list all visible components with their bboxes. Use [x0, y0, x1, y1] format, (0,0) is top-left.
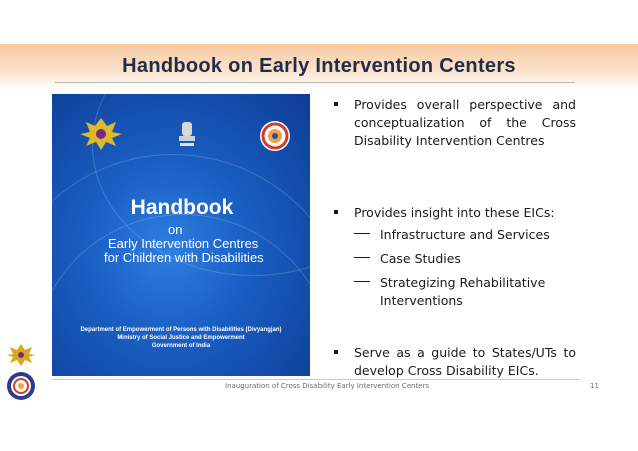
- footer-divider: [52, 379, 580, 380]
- eic-side-logo-icon: [6, 371, 36, 401]
- national-emblem-icon: [176, 118, 198, 152]
- sub-point: Infrastructure and Services: [380, 227, 550, 242]
- bullet-item: [334, 204, 578, 222]
- sub-point: Strategizing Rehabilitative Interventions: [380, 275, 546, 308]
- eic-round-logo-icon: [259, 120, 291, 152]
- bullet-marker: [334, 210, 338, 214]
- bullet-item: [334, 96, 578, 168]
- cover-subtitle-line: on: [168, 222, 183, 237]
- page-number: 11: [590, 382, 599, 390]
- bullet-text: Provides overall perspective and conceptualization of the Cross Disability Intervention Centres: [354, 97, 576, 148]
- slide-title: Handbook on Early Intervention Centers: [122, 55, 516, 77]
- title-divider: [55, 82, 575, 83]
- cover-department-line: Ministry of Social Justice and Empowerment: [117, 335, 245, 341]
- cover-subtitle-line: Early Intervention Centres: [108, 236, 259, 251]
- bullet-marker: [334, 102, 338, 106]
- divyangjan-logo-icon: [76, 116, 126, 154]
- cover-department-line: Government of India: [151, 343, 211, 349]
- handbook-cover-image: [52, 94, 310, 376]
- sub-bullet-dash: [354, 233, 370, 234]
- bullet-text: Serve as a guide to States/UTs to develop Cross Disability EICs.: [354, 345, 576, 378]
- sub-bullet-dash: [354, 281, 370, 282]
- bullet-text: Provides insight into these EICs:: [354, 205, 555, 220]
- cover-title: Handbook: [130, 196, 234, 219]
- footer-text: Inauguration of Cross Disability Early Intervention Centers: [225, 382, 430, 390]
- sub-bullet-dash: [354, 257, 370, 258]
- cover-subtitle-line: for Children with Disabilities: [104, 250, 264, 265]
- cover-department-line: Department of Empowerment of Persons with Disabilities (Divyangjan): [80, 327, 282, 333]
- sub-point: Case Studies: [380, 251, 461, 266]
- bullet-item: [334, 344, 578, 380]
- divyangjan-side-logo-icon: [6, 343, 36, 367]
- bullet-marker: [334, 350, 338, 354]
